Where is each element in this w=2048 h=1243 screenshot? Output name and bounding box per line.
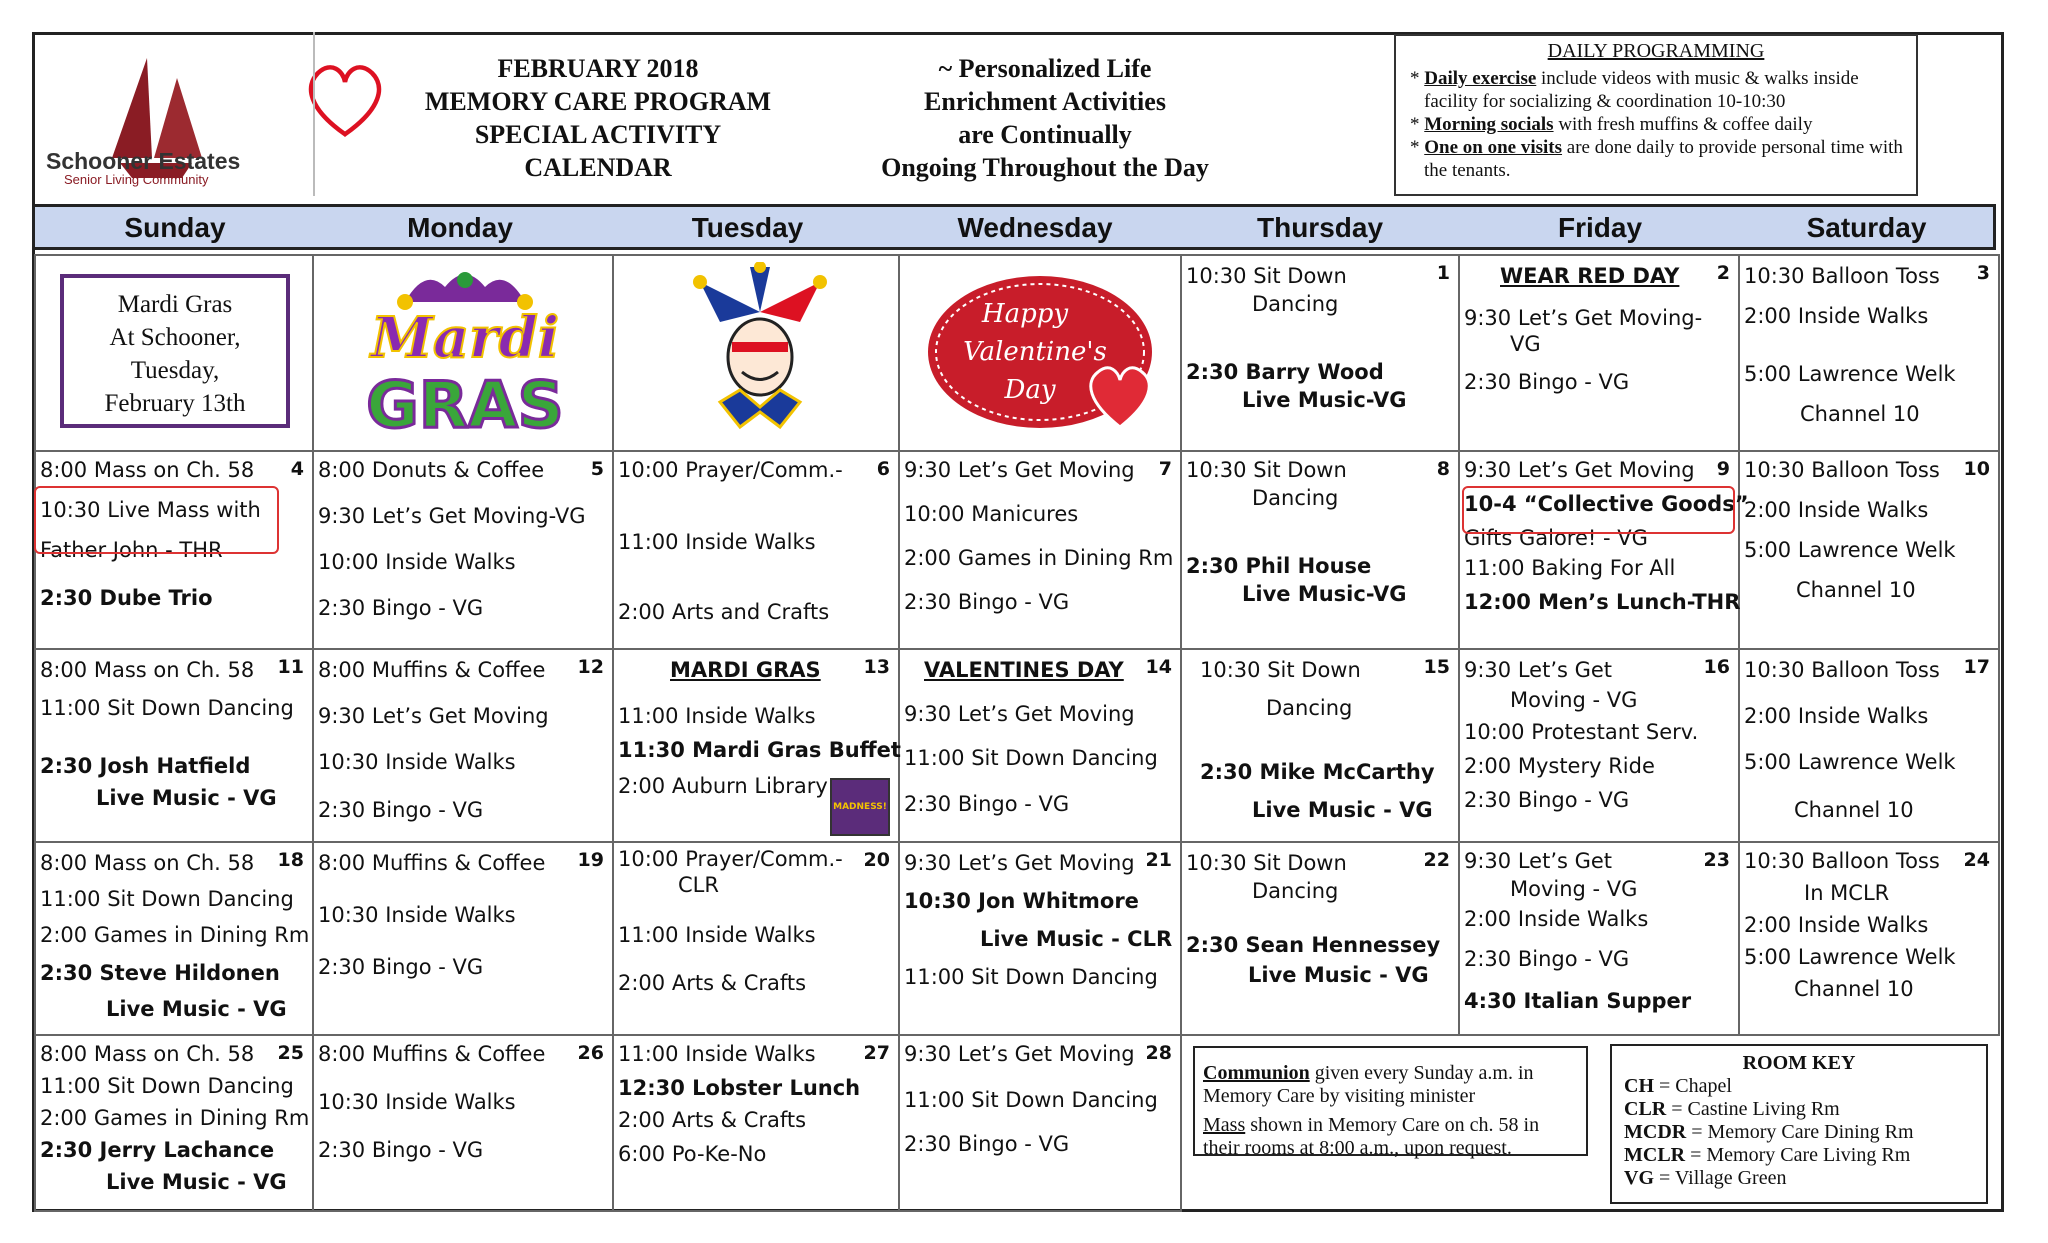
activity-line: 11:00 Sit Down Dancing [40,1074,294,1098]
activity-line: 2:30 Bingo - VG [318,955,484,979]
activity-line: 2:00 Games in Dining Rm [904,546,1174,570]
activity-line: 11:00 Inside Walks [618,1042,816,1066]
day-cell-24 [1740,843,2000,1036]
activity-line: 9:30 Let’s Get Moving [1464,458,1695,482]
activity-line: 5:00 Lawrence Welk [1744,362,1956,386]
activity-line: 5:00 Lawrence Welk [1744,945,1956,969]
subtitle-line: Enrichment Activities [924,87,1166,116]
room-code: MCLR [1624,1144,1686,1166]
activity-line: 10:30 Jon Whitmore [904,889,1139,913]
activity-line: 11:00 Sit Down Dancing [40,696,294,720]
activity-line: 9:30 Let’s Get Moving-VG [318,504,586,528]
day-cell-11 [34,650,314,843]
activity-line: Live Music - VG [106,1170,287,1194]
day-cell-22 [1182,843,1460,1036]
day-cell-5 [314,452,614,650]
activity-line: 8:00 Mass on Ch. 58 [40,851,255,875]
day-cell-6 [614,452,900,650]
day-cell-19 [314,843,614,1036]
date-number: 26 [577,1042,604,1064]
activity-line: 2:00 Arts and Crafts [618,600,830,624]
date-number: 9 [1716,458,1730,480]
activity-line: 10:30 Sit Down [1186,851,1347,875]
activity-line: 4:30 Italian Supper [1464,989,1692,1013]
valentines-image [920,262,1170,442]
activity-line: 2:30 Jerry Lachance [40,1138,275,1162]
activity-line: 2:30 Bingo - VG [318,596,484,620]
activity-line: 10:30 Sit Down [1200,658,1361,682]
activity-line: 11:00 Inside Walks [618,923,816,947]
date-number: 16 [1703,656,1730,678]
mardi-gras-image [345,262,585,442]
activity-line: 2:30 Sean Hennessey [1186,933,1441,957]
activity-line: VG [1510,332,1541,356]
activity-line: WEAR RED DAY [1500,264,1680,288]
activity-line: Live Music - CLR [980,927,1173,951]
calendar-subtitle [850,52,1240,184]
daily-item-text: are done daily to provide personal time with the tenants. [1424,137,1903,181]
date-number: 3 [1976,262,1990,284]
subtitle-line: ~ Personalized Life [938,54,1152,83]
activity-line: 11:00 Sit Down Dancing [40,887,294,911]
day-cell-20 [614,843,900,1036]
activity-line: 2:30 Bingo - VG [904,792,1070,816]
activity-line: 2:00 Inside Walks [1744,913,1929,937]
day-cell-14 [900,650,1182,843]
logo-name: Schooner Estates [46,148,241,174]
notice-line: At Schooner, [109,324,241,351]
activity-line: Dancing [1252,486,1339,510]
date-number: 13 [863,656,890,678]
room-code: MCDR [1624,1121,1687,1143]
day-cell-18 [34,843,314,1036]
activity-line: 10:30 Balloon Toss [1744,264,1940,288]
daily-item: * One on one visits are done daily to provide personal time with the tenants. [1410,137,1903,181]
daily-programming-heading: DAILY PROGRAMMING [1547,40,1765,62]
notice-line: Mardi Gras [117,291,233,318]
activity-line: 10:30 Live Mass with [40,498,261,522]
activity-line: 9:30 Let’s Get [1464,849,1613,873]
activity-line: 10:30 Inside Walks [318,1090,516,1114]
activity-line: 9:30 Let’s Get Moving [904,1042,1135,1066]
activity-line: Moving - VG [1510,688,1638,712]
activity-line: 2:00 Auburn Library [618,774,828,798]
activity-line: 8:00 Mass on Ch. 58 [40,1042,255,1066]
happy-text: Happy [981,299,1069,329]
date-number: 27 [863,1042,890,1064]
communion-label: Communion [1203,1062,1310,1084]
communion-text: given every Sunday a.m. in Memory Care by visiting minister [1203,1062,1534,1107]
date-number: 21 [1145,849,1172,871]
highlight-collective-goods [1462,486,1735,534]
date-number: 18 [277,849,304,871]
activity-line: 5:00 Lawrence Welk [1744,538,1956,562]
room-key-item [1624,1075,1974,1098]
activity-line: Dancing [1252,292,1339,316]
activity-line: 10:30 Balloon Toss [1744,849,1940,873]
day-cell-12 [314,650,614,843]
weekday-header [32,204,1996,250]
activity-line: 10:00 Manicures [904,502,1079,526]
date-number: 19 [577,849,604,871]
activity-line: Live Music - VG [96,786,277,810]
day-cell-21 [900,843,1182,1036]
activity-line: 2:00 Inside Walks [1744,704,1929,728]
activity-line: 2:30 Bingo - VG [1464,947,1630,971]
activity-line: 9:30 Let’s Get Moving [904,702,1135,726]
header-divider [313,32,315,196]
activity-line: Channel 10 [1794,977,1914,1001]
library-badge: MADNESS! [830,778,890,836]
activity-line: Live Music - VG [1248,963,1429,987]
activity-line: 10:30 Sit Down [1186,458,1347,482]
activity-line: 6:00 Po-Ke-No [618,1142,767,1166]
day-friday: Friday [1557,212,1643,243]
title-line: CALENDAR [524,153,672,182]
jester-icon [680,262,840,442]
daily-item: * Daily exercise include videos with music & walks inside facility for socializing & coordination 10-10:30 [1410,68,1859,112]
activity-line: 5:00 Lawrence Welk [1744,750,1956,774]
activity-line: 8:00 Mass on Ch. 58 [40,658,255,682]
activity-line: Live Music-VG [1242,388,1407,412]
date-number: 23 [1703,849,1730,871]
activity-line: 11:00 Sit Down Dancing [904,1088,1158,1112]
room-code: CLR [1624,1098,1667,1120]
activity-line: 10:30 Inside Walks [318,750,516,774]
date-number: 11 [277,656,304,678]
daily-item-label: Daily exercise [1424,68,1537,89]
day-cell-1 [1182,254,1460,452]
activity-line: Live Music-VG [1242,582,1407,606]
activity-line: 11:00 Inside Walks [618,704,816,728]
date-number: 17 [1963,656,1990,678]
activity-line: 2:30 Bingo - VG [1464,788,1630,812]
room-meaning: = Memory Care Dining Rm [1686,1121,1914,1143]
day-cell-16 [1460,650,1740,843]
activity-line: 8:00 Donuts & Coffee [318,458,545,482]
activity-line: 9:30 Let’s Get [1464,658,1613,682]
communion-note-box [1193,1046,1588,1159]
gras-text: GRAS [366,369,564,442]
activity-line: 9:30 Let’s Get Moving- [1464,306,1703,330]
day-cell-2 [1460,254,1740,452]
date-number: 7 [1158,458,1172,480]
activity-line: Moving - VG [1510,877,1638,901]
room-key-item [1624,1121,1974,1144]
date-number: 6 [876,458,890,480]
calendar-title [398,52,798,184]
room-key-item [1624,1098,1974,1121]
date-number: 2 [1716,262,1730,284]
activity-line: Channel 10 [1800,402,1920,426]
day-wednesday: Wednesday [957,212,1113,243]
mardi-text: Mardi [370,305,560,371]
activity-line: 8:00 Muffins & Coffee [318,1042,546,1066]
daily-item-text: include videos with music & walks inside facility for socializing & coordination 10-10:30 [1424,68,1859,112]
activity-line: 2:00 Inside Walks [1464,907,1649,931]
activity-line: 9:30 Let’s Get Moving [318,704,549,728]
room-code: CH [1624,1075,1654,1097]
day-cell-10 [1740,452,2000,650]
activity-line: 8:00 Muffins & Coffee [318,851,546,875]
date-number: 25 [277,1042,304,1064]
activity-line: 2:30 Mike McCarthy [1200,760,1435,784]
activity-line: 10-4 “Collective Goods” [1464,492,1749,516]
activity-line: Channel 10 [1794,798,1914,822]
activity-line: 2:30 Bingo - VG [904,1132,1070,1156]
daily-item: * Morning socials with fresh muffins & coffee daily [1410,114,1813,135]
logo-tagline: Senior Living Community [64,172,209,187]
title-line: FEBRUARY 2018 [497,54,699,83]
daily-item-label: One on one visits [1424,137,1563,158]
room-code: VG [1624,1167,1654,1189]
day-cell-15 [1182,650,1460,843]
activity-line: Channel 10 [1796,578,1916,602]
day-text: Day [1004,375,1056,405]
daily-item-text: with fresh muffins & coffee daily [1553,114,1813,135]
activity-line: 11:30 Mardi Gras Buffet [618,738,901,762]
activity-line: 10:00 Inside Walks [318,550,516,574]
activity-line: MARDI GRAS [670,658,821,682]
date-number: 28 [1145,1042,1172,1064]
room-key-item [1624,1144,1974,1167]
date-number: 14 [1145,656,1172,678]
activity-line: 12:00 Men’s Lunch-THR [1464,590,1741,614]
activity-line: 2:30 Bingo - VG [318,798,484,822]
activity-line: 2:30 Bingo - VG [318,1138,484,1162]
activity-line: 10:00 Prayer/Comm.- [618,847,843,871]
notice-line: February 13th [104,390,246,417]
date-number: 15 [1423,656,1450,678]
room-meaning: = Memory Care Living Rm [1685,1144,1911,1166]
day-cell-17 [1740,650,2000,843]
activity-line: Dancing [1266,696,1353,720]
activity-line: 2:00 Games in Dining Rm [40,923,310,947]
day-cell-3 [1740,254,2000,452]
activity-line: 8:00 Mass on Ch. 58 [40,458,255,482]
mardi-gras-notice [60,274,290,428]
daily-item-label: Morning socials [1424,114,1554,135]
day-cell-26 [314,1036,614,1212]
activity-line: 8:00 Muffins & Coffee [318,658,546,682]
date-number: 20 [863,849,890,871]
date-number: 24 [1963,849,1990,871]
activity-line: Dancing [1252,879,1339,903]
notice-line: Tuesday, [130,357,220,384]
day-cell-9 [1460,452,1749,650]
date-number: 12 [577,656,604,678]
date-number: 5 [590,458,604,480]
date-number: 1 [1436,262,1450,284]
activity-line: 2:00 Arts & Crafts [618,1108,807,1132]
activity-line: 2:00 Mystery Ride [1464,754,1655,778]
activity-line: 12:30 Lobster Lunch [618,1076,861,1100]
date-number: 4 [290,458,304,480]
activity-line: 10:00 Protestant Serv. [1464,720,1699,744]
day-monday: Monday [407,212,513,243]
room-key-box [1610,1044,1988,1204]
mass-text: shown in Memory Care on ch. 58 in their rooms at 8:00 a.m., upon request. [1203,1114,1540,1159]
activity-line: CLR [678,873,719,897]
activity-line: 9:30 Let’s Get Moving [904,458,1135,482]
activity-line: 11:00 Inside Walks [618,530,816,554]
day-saturday: Saturday [1806,212,1927,243]
date-number: 8 [1436,458,1450,480]
activity-line: 2:30 Dube Trio [40,586,213,610]
activity-line: 10:30 Inside Walks [318,903,516,927]
activity-line: 2:00 Arts & Crafts [618,971,807,995]
activity-line: 2:30 Barry Wood [1186,360,1384,384]
activity-line: Live Music - VG [106,997,287,1021]
activity-line: 10:00 Prayer/Comm.- [618,458,843,482]
activity-line: 2:30 Phil House [1186,554,1372,578]
day-sunday: Sunday [124,212,226,243]
day-cell-7 [900,452,1182,650]
activity-line: 11:00 Sit Down Dancing [904,746,1158,770]
date-number: 22 [1423,849,1450,871]
room-meaning: = Castine Living Rm [1666,1098,1840,1120]
activity-line: 11:00 Baking For All [1464,556,1676,580]
valentines-text: Valentine's [963,337,1107,367]
mass-note [1203,1114,1578,1160]
daily-programming-box [1394,34,1918,196]
activity-line: 2:30 Bingo - VG [1464,370,1630,394]
subtitle-line: are Continually [958,120,1132,149]
activity-line: 9:30 Let’s Get Moving [904,851,1135,875]
communion-note [1203,1062,1578,1108]
day-cell-25 [34,1036,314,1212]
date-number: 10 [1963,458,1990,480]
activity-line: In MCLR [1804,881,1890,905]
day-tuesday: Tuesday [691,212,804,243]
activity-line: 2:00 Games in Dining Rm [40,1106,310,1130]
room-meaning: = Chapel [1654,1075,1732,1097]
activity-line: 10:30 Sit Down [1186,264,1347,288]
activity-line: Live Music - VG [1252,798,1433,822]
activity-line: Gifts Galore! - VG [1464,526,1648,550]
activity-line: 2:30 Josh Hatfield [40,754,251,778]
activity-line: 10:30 Balloon Toss [1744,458,1940,482]
activity-line: 2:30 Steve Hildonen [40,961,280,985]
day-thursday: Thursday [1256,212,1384,243]
title-line: SPECIAL ACTIVITY [474,120,722,149]
room-key-heading: ROOM KEY [1742,1052,1856,1074]
activity-line: 2:30 Bingo - VG [904,590,1070,614]
day-cell-27 [614,1036,900,1212]
highlight-live-mass [34,486,279,554]
room-key-item [1624,1167,1974,1190]
subtitle-line: Ongoing Throughout the Day [881,153,1209,182]
mass-label: Mass [1203,1114,1246,1136]
activity-line: 2:00 Inside Walks [1744,498,1929,522]
activity-line: VALENTINES DAY [924,658,1124,682]
activity-line: Father John - THR [40,538,223,562]
room-meaning: = Village Green [1654,1167,1787,1189]
day-cell-23 [1460,843,1740,1036]
activity-line: 10:30 Balloon Toss [1744,658,1940,682]
day-cell-28 [900,1036,1182,1212]
activity-line: 2:00 Inside Walks [1744,304,1929,328]
activity-line: 11:00 Sit Down Dancing [904,965,1158,989]
day-cell-8 [1182,452,1460,650]
title-line: MEMORY CARE PROGRAM [424,87,772,116]
